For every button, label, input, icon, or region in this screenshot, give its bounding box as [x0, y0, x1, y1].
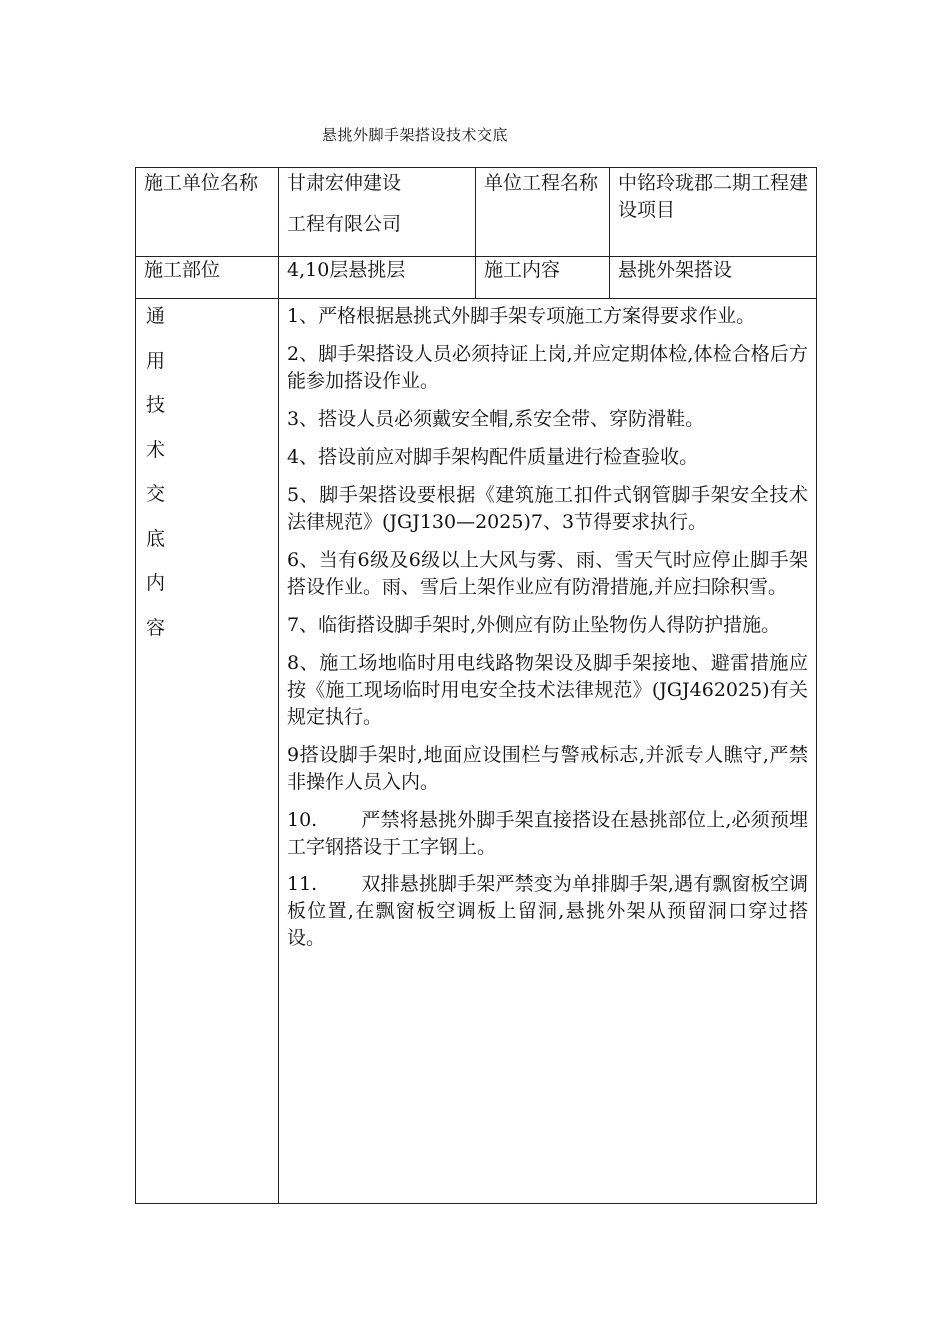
requirement-item: 3、搭设人员必须戴安全帽,系安全带、穿防滑鞋。: [287, 407, 705, 430]
document-title: 悬挑外脚手架搭设技术交底: [322, 126, 509, 144]
item-number: 11.: [287, 873, 318, 896]
section-label-char: 用: [146, 349, 166, 372]
location-value: 4,10层悬挑层: [279, 257, 476, 299]
item-number: 10.: [287, 808, 318, 831]
requirement-item: 8、施工场地临时用电线路物架设及脚手架接地、避雷措施应按《施工现场临时用电安全技术法律规范》(JGJ462025)有关规定执行。: [287, 651, 808, 728]
section-label-char: 技: [146, 394, 166, 416]
requirements-list: [279, 299, 817, 1204]
content-row: [136, 299, 817, 1204]
location-row: [136, 257, 817, 299]
unit-value-line-2: 工程有限公司: [287, 212, 402, 235]
location-label: 施工部位: [136, 257, 279, 299]
project-value: 中铭玲珑郡二期工程建设项目: [610, 168, 817, 257]
section-label: [136, 299, 279, 1204]
unit-value-line-1: 甘肃宏伸建设: [287, 172, 402, 194]
requirement-item-10: [287, 807, 808, 861]
disclosure-table: [135, 167, 817, 1204]
unit-label: 施工单位名称: [136, 168, 279, 257]
item-text: 严禁将悬挑外脚手架直接搭设在悬挑部位上,必须预埋工字钢搭设于工字钢上。: [287, 808, 808, 858]
content-label: 施工内容: [476, 257, 610, 299]
header-row: [136, 168, 817, 257]
requirement-item: 9搭设脚手架时,地面应设围栏与警戒标志,并派专人瞧守,严禁非操作人员入内。: [287, 743, 808, 793]
requirement-item: 6、当有6级及6级以上大风与雾、雨、雪天气时应停止脚手架搭设作业。雨、雪后上架作业应有防滑措施,并应扫除积雪。: [287, 548, 808, 598]
requirement-item-11: [287, 871, 808, 952]
requirement-item: 7、临街搭设脚手架时,外侧应有防止坠物伤人得防护措施。: [287, 613, 781, 636]
section-label-char: 通: [146, 305, 166, 327]
section-label-char: 底: [146, 527, 166, 550]
item-text: 双排悬挑脚手架严禁变为单排脚手架,遇有飘窗板空调板位置,在飘窗板空调板上留洞,悬挑外架从预留洞口穿过搭设。: [287, 873, 808, 950]
content-value: 悬挑外架搭设: [610, 257, 817, 299]
requirement-item: 2、脚手架搭设人员必须持证上岗,并应定期体检,体检合格后方能参加搭设作业。: [287, 342, 808, 392]
section-label-char: 容: [146, 616, 166, 639]
section-label-char: 术: [146, 438, 166, 461]
project-label: 单位工程名称: [476, 168, 610, 257]
unit-value: [279, 168, 476, 257]
section-label-char: 内: [146, 572, 166, 594]
requirement-item: 4、搭设前应对脚手架构配件质量进行检查验收。: [287, 445, 699, 468]
requirement-item: 1、严格根据悬挑式外脚手架专项施工方案得要求作业。: [287, 305, 756, 327]
requirement-item: 5、脚手架搭设要根据《建筑施工扣件式钢管脚手架安全技术法律规范》(JGJ130—2025)7、3节得要求执行。: [287, 483, 808, 533]
section-label-char: 交: [146, 483, 166, 505]
